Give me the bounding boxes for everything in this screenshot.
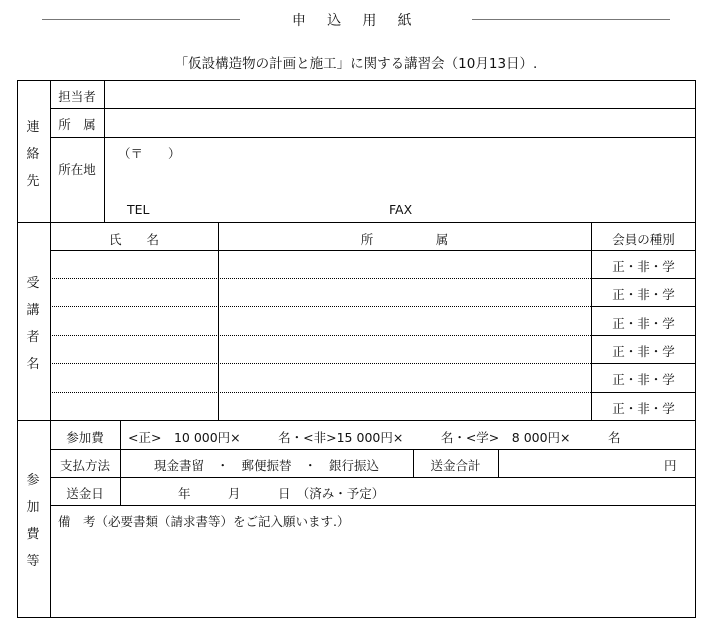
tel-label: TEL bbox=[127, 202, 150, 217]
member-type-choice[interactable]: 正・非・学 bbox=[612, 372, 675, 387]
affiliation-label: 所 属 bbox=[58, 117, 96, 132]
total-amount-label: 送金合計 bbox=[430, 458, 481, 473]
col-header-name: 氏 名 bbox=[108, 232, 159, 247]
attendee-name-field[interactable] bbox=[51, 279, 217, 306]
attendee-affiliation-field[interactable] bbox=[219, 307, 590, 334]
col-header-affiliation: 所 属 bbox=[360, 232, 449, 247]
attendee-name-field[interactable] bbox=[51, 336, 217, 363]
remit-date-field[interactable]: 年 月 日 （済み・予定） bbox=[178, 486, 385, 501]
col-header-member-type: 会員の種別 bbox=[612, 232, 675, 247]
remarks-label: 備 考（必要書類（請求書等）をご記入願います.） bbox=[58, 514, 350, 529]
member-type-choice[interactable]: 正・非・学 bbox=[612, 287, 675, 302]
member-type-choice[interactable]: 正・非・学 bbox=[612, 316, 675, 331]
page-title: 申 込 用 紙 bbox=[291, 13, 421, 29]
affiliation-field[interactable] bbox=[105, 109, 695, 136]
attendee-affiliation-field[interactable] bbox=[219, 393, 590, 419]
remit-date-label: 送金日 bbox=[66, 486, 104, 501]
attendees-section-label: 受 講 者 名 bbox=[26, 276, 40, 372]
member-type-choice[interactable]: 正・非・学 bbox=[612, 259, 675, 274]
remarks-field[interactable] bbox=[51, 530, 695, 616]
yen-unit: 円 bbox=[664, 458, 677, 473]
payment-method-options[interactable]: 現金書留 ・ 郵便振替 ・ 銀行振込 bbox=[153, 458, 379, 473]
attendee-name-field[interactable] bbox=[51, 307, 217, 334]
page-subtitle: 「仮設構造物の計画と施工」に関する講習会（10月13日）. bbox=[174, 56, 538, 72]
contact-person-label: 担当者 bbox=[58, 89, 96, 104]
contact-section-label: 連 絡 先 bbox=[26, 120, 40, 189]
attendee-affiliation-field[interactable] bbox=[219, 251, 590, 278]
member-type-choice[interactable]: 正・非・学 bbox=[612, 344, 675, 359]
fee-label: 参加費 bbox=[66, 430, 104, 445]
attendee-name-field[interactable] bbox=[51, 393, 217, 419]
fees-section-label: 参 加 費 等 bbox=[26, 473, 40, 569]
attendee-affiliation-field[interactable] bbox=[219, 279, 590, 306]
attendee-name-field[interactable] bbox=[51, 364, 217, 391]
attendee-affiliation-field[interactable] bbox=[219, 364, 590, 391]
address-label: 所在地 bbox=[58, 162, 96, 177]
postal-code-label: （〒 ） bbox=[118, 146, 181, 161]
payment-method-label: 支払方法 bbox=[59, 458, 110, 473]
contact-person-field[interactable] bbox=[105, 81, 695, 107]
attendee-name-field[interactable] bbox=[51, 251, 217, 278]
member-type-choice[interactable]: 正・非・学 bbox=[612, 401, 675, 416]
attendee-affiliation-field[interactable] bbox=[219, 336, 590, 363]
fax-label: FAX bbox=[389, 202, 413, 217]
fee-breakdown[interactable]: <正> 10 000円× 名・<非>15 000円× 名・<学> 8 000円× 名 bbox=[128, 430, 621, 445]
